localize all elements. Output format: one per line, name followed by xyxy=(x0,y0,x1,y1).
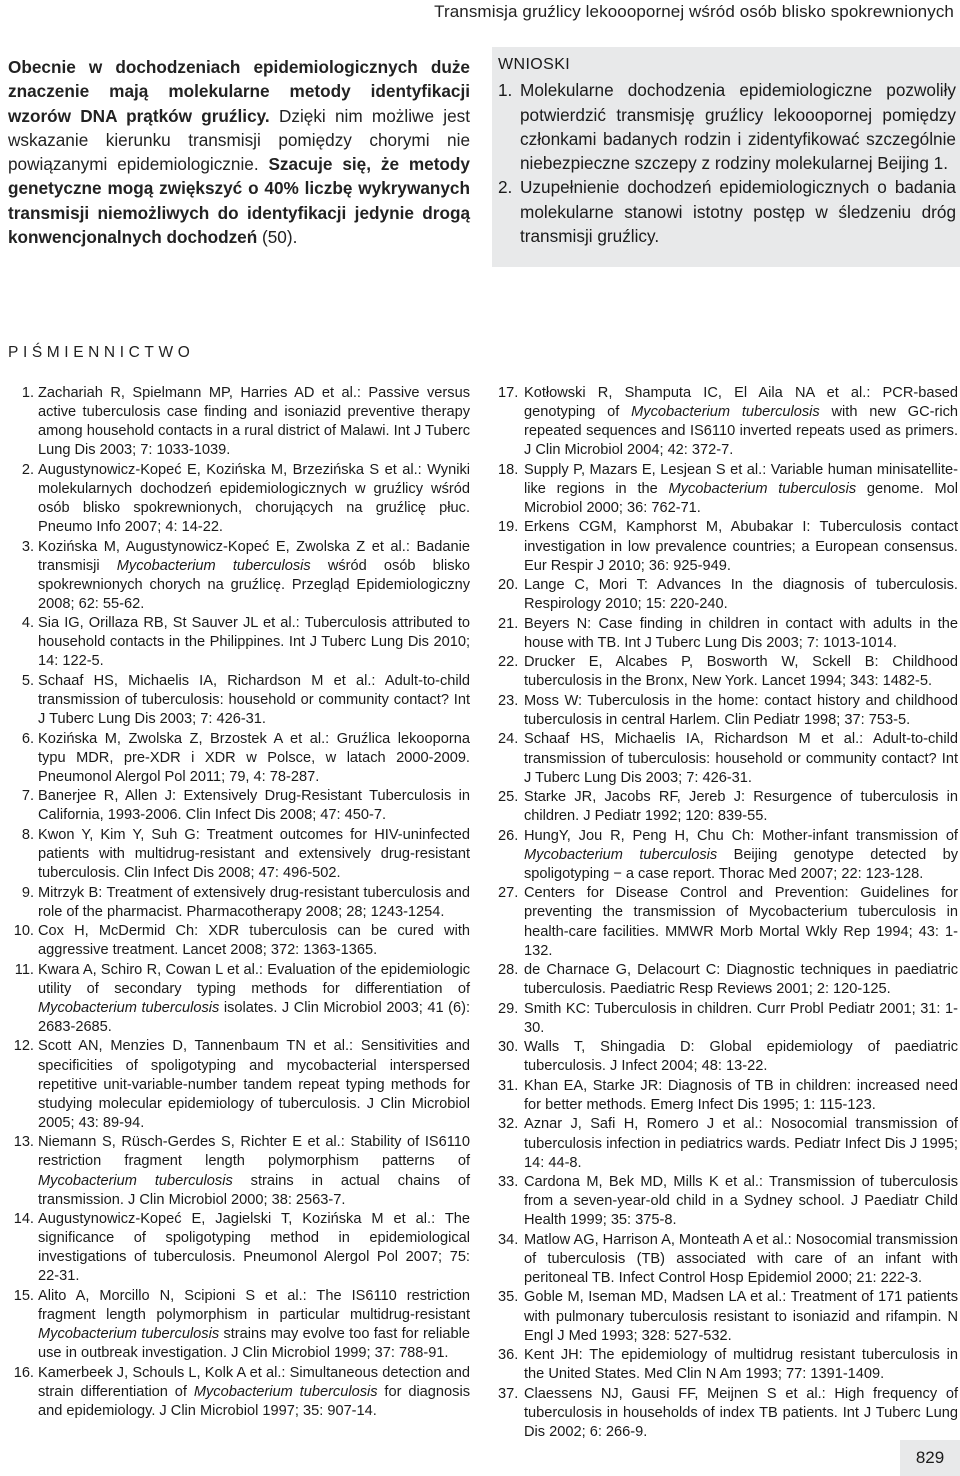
reference-item xyxy=(498,1077,958,1115)
reference-text xyxy=(524,1077,958,1115)
reference-text-start: Alito A, Morcillo N, Scipioni S et al.: The IS6110 restriction fragment length polymorphism in particular multidrug-resistant xyxy=(38,1287,470,1323)
reference-text xyxy=(524,653,958,691)
reference-text xyxy=(524,461,958,518)
reference-text xyxy=(524,1173,958,1230)
reference-text xyxy=(524,692,958,730)
reference-item xyxy=(498,884,958,960)
reference-number: 15. xyxy=(13,1287,34,1304)
reference-number: 28. xyxy=(498,962,519,979)
reference-italic-species: Mycobacterium tuberculosis xyxy=(631,404,820,421)
reference-italic-species: Mycobacterium tuberculosis xyxy=(38,999,220,1016)
reference-text-start: Schaaf HS, Michaelis IA, Richardson M et al.: Adult-to-child transmission of tuberculosis: household or community contact? Int J Tuberc Lung Dis 2003; 7: 426-31. xyxy=(524,731,958,786)
reference-text-start: Kent JH: The epidemiology of multidrug resistant tuberculosis in the United States. Med Clin N Am 1993; 77: 1391-1409. xyxy=(524,1347,958,1383)
reference-text-start: Aznar J, Safi H, Romero J et al.: Nosocomial transmission of tuberculosis infection in pediatrics wards. Pediatr Infect Dis J 1995; 14: 44-8. xyxy=(524,1116,958,1171)
reference-number: 12. xyxy=(13,1038,34,1055)
reference-text-end: strains may evolve too fast for reliable use in outbreak investigation. J Clin Microbiol 1999; 37: 788-91. xyxy=(38,1326,470,1362)
reference-item xyxy=(498,518,958,575)
conclusions-title: WNIOSKI xyxy=(498,56,571,73)
references-right-column xyxy=(498,384,958,1442)
conclusion-number: 2. xyxy=(498,177,513,198)
reference-item xyxy=(8,384,470,460)
reference-item xyxy=(498,1173,958,1230)
conclusion-item xyxy=(498,78,956,175)
reference-number: 10. xyxy=(13,923,34,940)
reference-item xyxy=(498,615,958,653)
reference-item xyxy=(498,827,958,884)
reference-text xyxy=(524,1385,958,1442)
references-heading: PIŚMIENNICTWO xyxy=(8,344,195,361)
reference-italic-species: Mycobacterium tuberculosis xyxy=(38,1172,233,1189)
reference-text-start: Scott AN, Menzies D, Tannenbaum TN et al.: Sensitivities and specificities of spoligotyping and mycobacterial interspersed repetitive unit-variable-number tandem repeat typing methods for studying molecular epidemiology of tuberculosis. J Clin Microbiol 2005; 43: 89-94. xyxy=(38,1038,470,1131)
reference-text xyxy=(38,787,470,825)
reference-number: 27. xyxy=(498,885,519,902)
reference-item xyxy=(8,884,470,922)
reference-text xyxy=(38,1287,470,1363)
reference-text xyxy=(524,827,958,884)
reference-italic-species: Mycobacterium tuberculosis xyxy=(193,1383,378,1400)
reference-text xyxy=(524,730,958,787)
reference-text-start: Smith KC: Tuberculosis in children. Curr Probl Pediatr 2001; 31: 1-30. xyxy=(524,1000,958,1036)
reference-text-start: Khan EA, Starke JR: Diagnosis of TB in children: increased need for better methods. Emerg Infect Dis 1995; 1: 115-123. xyxy=(524,1077,958,1113)
conclusion-number: 1. xyxy=(498,80,513,101)
reference-text-start: Kamerbeek J, Schouls L, Kolk A et al.: Simultaneous detection and strain differentiation of xyxy=(38,1364,470,1400)
reference-number: 8. xyxy=(21,826,34,843)
reference-number: 16. xyxy=(13,1364,34,1381)
reference-number: 24. xyxy=(498,731,519,748)
reference-item xyxy=(8,1364,470,1421)
reference-number: 14. xyxy=(13,1211,34,1228)
reference-number: 13. xyxy=(13,1134,34,1151)
reference-text-end: genome. Mol Microbiol 2000; 36: 762-71. xyxy=(524,480,958,516)
reference-item xyxy=(8,787,470,825)
reference-number: 31. xyxy=(498,1077,519,1094)
reference-number: 21. xyxy=(498,615,519,632)
reference-number: 26. xyxy=(498,827,519,844)
reference-text-start: de Charnace G, Delacourt C: Diagnostic techniques in paediatric tuberculosis. Paediatric Resp Reviews 2001; 2: 120-125. xyxy=(524,962,958,998)
reference-text xyxy=(38,461,470,537)
reference-text-start: Erkens CGM, Kamphorst M, Abubakar I: Tuberculosis contact investigation in low prevalence countries; a European consensus. Eur Respir J 2010; 36: 925-949. xyxy=(524,519,958,574)
reference-italic-species: Mycobacterium tuberculosis xyxy=(668,480,857,497)
reference-item xyxy=(8,672,470,729)
reference-number: 23. xyxy=(498,692,519,709)
reference-text xyxy=(524,384,958,460)
reference-number: 18. xyxy=(498,461,519,478)
reference-number: 35. xyxy=(498,1289,519,1306)
reference-text xyxy=(38,614,470,671)
reference-text-start: Centers for Disease Control and Prevention: Guidelines for preventing the transmission of Mycobacterium tuberculosis in health-care facilities. MMWR Morb Mortal Wkly Rep 1994; 43: 1-132. xyxy=(524,885,958,959)
reference-number: 6. xyxy=(21,730,34,747)
reference-item xyxy=(498,1346,958,1384)
reference-text xyxy=(38,884,470,922)
reference-text xyxy=(38,1364,470,1421)
reference-text xyxy=(38,961,470,1037)
reference-item xyxy=(8,826,470,883)
reference-text-start: Drucker E, Alcabes P, Bosworth W, Sckell B: Childhood tuberculosis in the Bronx, New York. Lancet 1994; 343: 1482-5. xyxy=(524,654,958,690)
conclusion-item xyxy=(498,175,956,248)
reference-text-start: Kozińska M, Zwolska Z, Brzostek A et al.: Gruźlica lekooporna typu MDR, pre-XDR i XDR w Polsce, w latach 2000-2009. Pneumonol Alergol Pol 2011; 79, 4: 78-287. xyxy=(38,730,470,785)
reference-text xyxy=(38,384,470,460)
reference-item xyxy=(8,1133,470,1209)
reference-text-end: for diagnosis and epidemiology. J Clin Microbiol 1997; 35: 907-14. xyxy=(38,1383,470,1419)
running-header: Transmisja gruźlicy lekooopornej wśród osób blisko spokrewnionych xyxy=(434,2,954,21)
reference-number: 11. xyxy=(14,961,34,978)
reference-text-start: Kotłowski R, Shamputa IC, El Aila NA et al.: PCR-based genotyping of xyxy=(524,385,958,421)
reference-number: 2. xyxy=(21,461,34,478)
reference-item xyxy=(498,961,958,999)
reference-number: 30. xyxy=(498,1039,519,1056)
reference-number: 9. xyxy=(21,884,34,901)
reference-text xyxy=(524,1038,958,1076)
reference-text-start: Supply P, Mazars E, Lesjean S et al.: Variable human minisatellite-like regions in the xyxy=(524,461,958,497)
reference-number: 17. xyxy=(498,385,519,401)
reference-number: 7. xyxy=(21,788,34,805)
reference-text xyxy=(524,615,958,653)
reference-text xyxy=(524,1346,958,1384)
reference-text xyxy=(38,1037,470,1132)
reference-text xyxy=(524,788,958,826)
reference-text xyxy=(38,538,470,614)
reference-item xyxy=(498,1385,958,1442)
reference-text-start: Zachariah R, Spielmann MP, Harries AD et al.: Passive versus active tuberculosis case finding and isoniazid preventive therapy among household contacts in a rural district of Malawi. Int J Tuberc Lung Dis 2003; 7: 1033-1039. xyxy=(38,385,470,459)
reference-text xyxy=(524,961,958,999)
reference-item xyxy=(498,461,958,518)
reference-item xyxy=(498,1000,958,1038)
reference-text xyxy=(38,1210,470,1286)
reference-item xyxy=(8,1037,470,1132)
reference-text-start: Beyers N: Case finding in children in contact with adults in the house with TB. Int J Tuberc Lung Dis 2003; 7: 1013-1014. xyxy=(524,615,958,651)
conclusion-text: Uzupełnienie dochodzeń epidemiologicznych o badania molekularne stanowi istotny postęp w śledzeniu dróg transmisji gruźlicy. xyxy=(520,177,956,247)
reference-item xyxy=(8,614,470,671)
reference-item xyxy=(8,461,470,537)
reference-item xyxy=(498,653,958,691)
reference-text-start: Augustynowicz-Kopeć E, Kozińska M, Brzezińska S et al.: Wyniki molekularnych dochodzeń epidemiologicznych w gruźlicy wśród osób blisko spokrewnionych, chorujących na gruźlicę płuc. Pneumo Info 2007; 4: 14-22. xyxy=(38,461,470,536)
reference-text-start: HungY, Jou R, Peng H, Chu Ch: Mother-infant transmission of xyxy=(524,827,958,844)
reference-text-start: Kozińska M, Augustynowicz-Kopeć E, Zwolska Z et al.: Badanie transmisji xyxy=(38,538,470,574)
page-number: 829 xyxy=(900,1440,960,1476)
reference-text-start: Lange C, Mori T: Advances In the diagnosis of tuberculosis. Respirology 2010; 15: 220-240. xyxy=(524,577,958,613)
reference-text-end: wśród osób blisko spokrewnionych chorych na gruźlicę. Przegląd Epidemiologiczny 2008; 62: 55-62. xyxy=(38,557,470,612)
reference-text-end: isolates. J Clin Microbiol 2003; 41 (6): 2683-2685. xyxy=(38,999,470,1035)
reference-text xyxy=(38,672,470,729)
reference-text xyxy=(38,730,470,787)
reference-text-start: Claessens NJ, Gausi FF, Meijnen S et al.: High frequency of tuberculosis in households of index TB patients. Int J Tuberc Lung Dis 2002; 6: 266-9. xyxy=(524,1385,958,1440)
body-bold-start: Obecnie w dochodzeniach epidemiologicznych duże znaczenie mają molekularne metody identyfikacji wzorów DNA prątków gruźlicy. xyxy=(8,57,470,126)
reference-text-start: Starke JR, Jacobs RF, Jereb J: Resurgence of tuberculosis in children. J Pediatr 1992; 120: 839-55. xyxy=(524,789,958,825)
reference-text xyxy=(38,1133,470,1209)
reference-number: 4. xyxy=(21,615,34,632)
reference-text xyxy=(524,576,958,614)
reference-item xyxy=(498,1288,958,1345)
body-tail: (50). xyxy=(257,227,298,248)
body-bold-end: Szacuje się, że metody genetyczne mogą zwiększyć o 40% liczbę wykrywanych transmisji niemożliwych do identyfikacji jedynie drogą konwencjonalnych dochodzeń xyxy=(8,154,470,248)
reference-italic-species: Mycobacterium tuberculosis xyxy=(116,557,311,574)
reference-italic-species: Mycobacterium tuberculosis xyxy=(524,846,718,863)
reference-item xyxy=(498,1231,958,1288)
reference-item xyxy=(8,922,470,960)
reference-number: 19. xyxy=(498,519,519,536)
reference-number: 1. xyxy=(21,385,34,401)
reference-text xyxy=(524,884,958,960)
reference-item xyxy=(8,538,470,614)
reference-text-start: Kwon Y, Kim Y, Suh G: Treatment outcomes for HIV-uninfected patients with multidrug-resistant and extensively drug-resistant tuberculosis. Clin Infect Dis 2008; 47: 496-502. xyxy=(38,826,470,882)
reference-text xyxy=(524,1231,958,1288)
reference-text xyxy=(524,518,958,575)
reference-text-start: Goble M, Iseman MD, Madsen LA et al.: Treatment of 171 patients with pulmonary tuberculosis resistant to isoniazid and rifampin. N Engl J Med 1993; 328: 527-532. xyxy=(524,1289,958,1344)
reference-text-start: Cox H, McDermid Ch: XDR tuberculosis can be cured with aggressive treatment. Lancet 2008; 372: 1363-1365. xyxy=(38,923,470,959)
body-normal-mid: Dzięki nim możliwe jest wskazanie kierunku transmisji pomiędzy chorymi nie powiązanymi epidemiologicznie. xyxy=(8,105,470,175)
reference-number: 37. xyxy=(498,1385,519,1402)
reference-item xyxy=(8,730,470,787)
reference-text-start: Kwara A, Schiro R, Cowan L et al.: Evaluation of the epidemiologic utility of secondary typing methods for differentiation of xyxy=(38,961,470,997)
reference-number: 29. xyxy=(498,1000,519,1017)
reference-text-start: Moss W: Tuberculosis in the home: contact history and childhood tuberculosis in central Harlem. Clin Pediatr 1998; 37: 753-5. xyxy=(524,692,958,728)
body-paragraph xyxy=(8,55,470,249)
reference-item xyxy=(8,961,470,1037)
reference-text-start: Matlow AG, Harrison A, Monteath A et al.: Nosocomial transmission of tuberculosis (TB) associated with care of an infant with peritoneal TB. Infect Control Hosp Epidemiol 2000; 21: 222-3. xyxy=(524,1231,958,1286)
reference-number: 34. xyxy=(498,1231,519,1248)
reference-number: 3. xyxy=(21,538,34,555)
reference-number: 22. xyxy=(498,654,519,671)
reference-item xyxy=(498,1038,958,1076)
conclusion-text: Molekularne dochodzenia epidemiologiczne pozwoliły potwierdzić transmisję gruźlicy lekooopornej pomiędzy członkami badanych rodzin i zidentyfikować szczególnie niebezpieczne szczepy z rodziny molekularnej Beijing 1. xyxy=(520,80,956,174)
reference-number: 33. xyxy=(498,1174,519,1191)
reference-number: 20. xyxy=(498,577,519,594)
reference-item xyxy=(498,692,958,730)
reference-item xyxy=(498,576,958,614)
conclusions-box xyxy=(492,47,960,267)
reference-text xyxy=(524,1000,958,1038)
reference-item xyxy=(498,384,958,460)
references-left-column xyxy=(8,384,470,1421)
reference-text xyxy=(524,1288,958,1345)
reference-text-start: Mitrzyk B: Treatment of extensively drug-resistant tuberculosis and role of the pharmacist. Pharmacotherapy 2008; 28; 1243-1254. xyxy=(38,884,470,920)
reference-text xyxy=(38,922,470,960)
reference-item xyxy=(498,1115,958,1172)
reference-item xyxy=(498,730,958,787)
reference-text-start: Niemann S, Rüsch-Gerdes S, Richter E et al.: Stability of IS6110 restriction fragment length polymorphism patterns of xyxy=(38,1134,470,1170)
reference-text xyxy=(38,826,470,883)
reference-text-start: Cardona M, Bek MD, Mills K et al.: Transmission of tuberculosis from a seven-year-old child in a Sydney school. J Paediatr Child Health 1999; 35: 375-8. xyxy=(524,1174,958,1229)
reference-text-start: Banerjee R, Allen J: Extensively Drug-Resistant Tuberculosis in California, 1993-2006. Clin Infect Dis 2008; 47: 450-7. xyxy=(38,788,470,824)
reference-text-end: with new GC-rich repeated sequences and IS6110 inverted repeats used as primers. J Clin Microbiol 2004; 42: 372-7. xyxy=(524,404,959,459)
reference-text-start: Walls T, Shingadia D: Global epidemiology of paediatric tuberculosis. J Infect 2004; 48: 13-22. xyxy=(524,1039,958,1075)
reference-text xyxy=(524,1115,958,1172)
reference-number: 5. xyxy=(21,672,34,689)
reference-number: 25. xyxy=(498,789,519,806)
reference-text-end: strains in actual chains of transmission. J Clin Microbiol 2000; 38: 2563-7. xyxy=(38,1172,470,1208)
reference-text-start: Augustynowicz-Kopeć E, Jagielski T, Kozińska M et al.: The significance of spoligotyping method in epidemiological investigations of tuberculosis. Pneumonol Alergol Pol 2007; 75: 22-31. xyxy=(38,1211,470,1285)
reference-text-start: Sia IG, Orillaza RB, St Sauver JL et al.: Tuberculosis attributed to household contacts in the Philippines. Int J Tuberc Lung Dis 2010; 14: 122-5. xyxy=(38,615,470,670)
reference-item xyxy=(8,1210,470,1286)
reference-number: 36. xyxy=(498,1347,519,1364)
reference-italic-species: Mycobacterium tuberculosis xyxy=(38,1326,220,1343)
reference-number: 32. xyxy=(498,1116,519,1133)
reference-item xyxy=(498,788,958,826)
reference-text-start: Schaaf HS, Michaelis IA, Richardson M et al.: Adult-to-child transmission of tuberculosis: household or community contact? Int J Tuberc Lung Dis 2003; 7: 426-31. xyxy=(38,672,470,728)
reference-text-end: Beijing genotype detected by spoligotyping − a case report. Thorac Med 2007; 22: 123-128. xyxy=(524,846,958,882)
reference-item xyxy=(8,1287,470,1363)
